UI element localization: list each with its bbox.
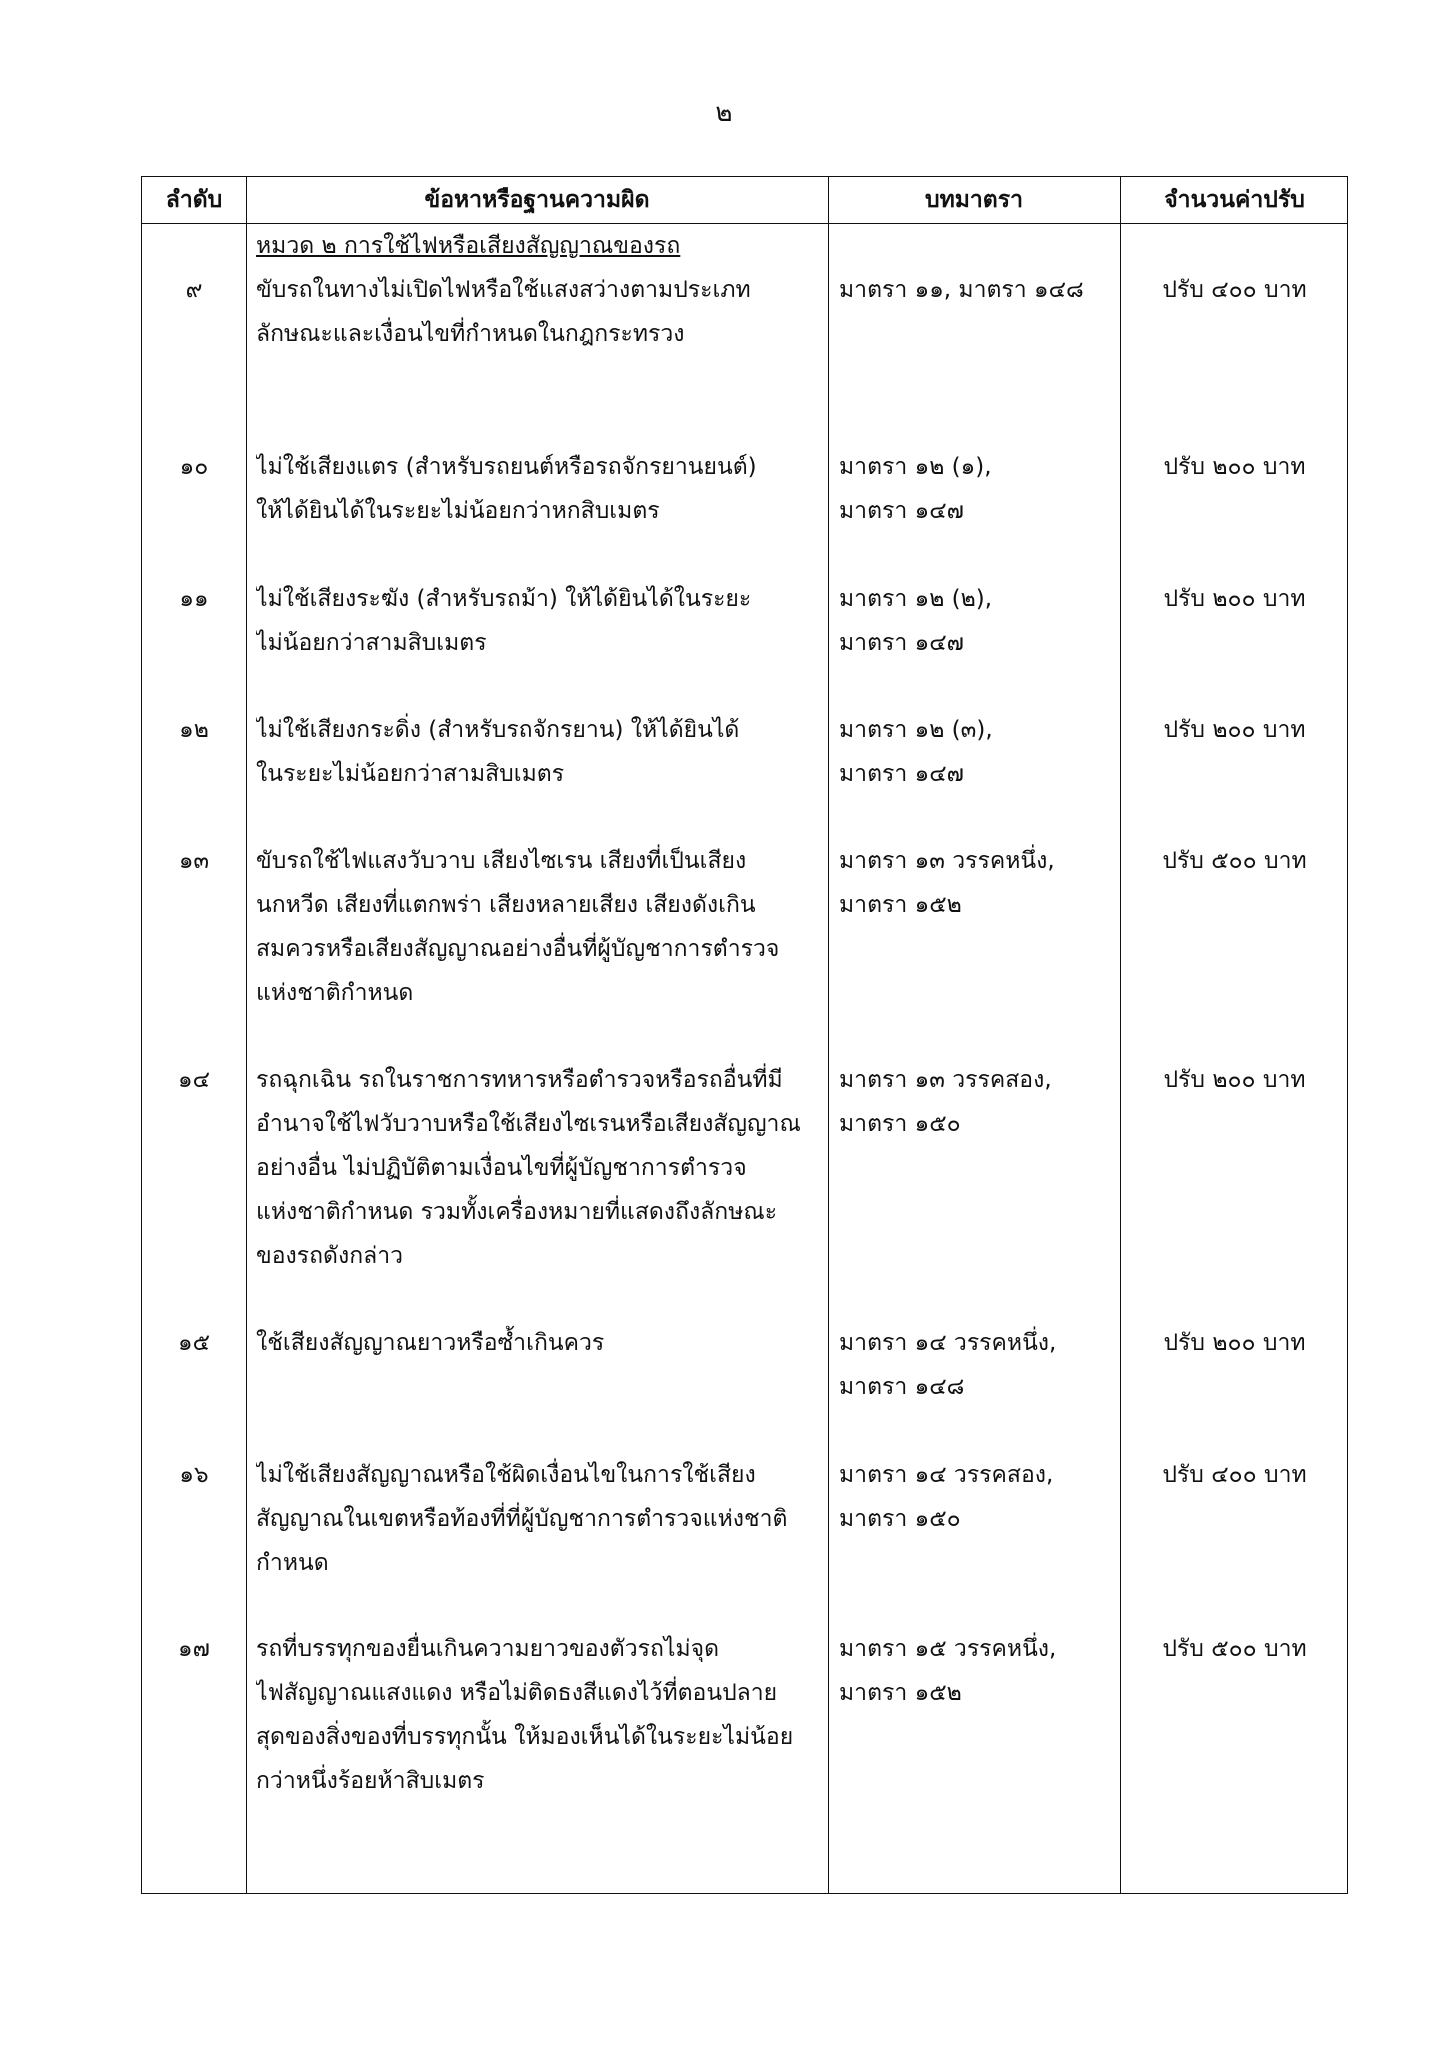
offense-line: อย่างอื่น ไม่ปฏิบัติตามเงื่อนไขที่ผู้บัญชาการตำรวจ	[256, 1155, 747, 1181]
fines-table	[141, 176, 1348, 1894]
section-line: มาตรา ๑๕๒	[839, 892, 962, 918]
offense-line: สัญญาณในเขตหรือท้องที่ที่ผู้บัญชาการตำรวจแห่งชาติ	[256, 1506, 788, 1532]
section-line: มาตรา ๑๔ วรรคสอง,	[839, 1462, 1054, 1488]
column-divider	[246, 177, 247, 1893]
row-offense	[256, 445, 822, 533]
row-fine: ปรับ ๒๐๐ บาท	[1163, 454, 1306, 480]
row-offense	[256, 1321, 822, 1365]
offense-line: สมควรหรือเสียงสัญญาณอย่างอื่นที่ผู้บัญชาการตำรวจ	[256, 936, 780, 962]
offense-line: ใช้เสียงสัญญาณยาวหรือซ้ำเกินควร	[256, 1330, 605, 1356]
offense-line: ไม่ใช้เสียงระฆัง (สำหรับรถม้า) ให้ได้ยินได้ในระยะ	[256, 586, 752, 612]
header-order: ลำดับ	[165, 187, 223, 213]
row-fine: ปรับ ๕๐๐ บาท	[1162, 848, 1307, 874]
offense-line: สุดของสิ่งของที่บรรทุกนั้น ให้มองเห็นได้ในระยะไม่น้อย	[256, 1724, 794, 1750]
row-section	[839, 1453, 1115, 1541]
table-header-row	[142, 177, 1347, 224]
row-offense	[256, 1058, 822, 1278]
section-line: มาตรา ๑๔๗	[839, 498, 964, 524]
offense-line: ในระยะไม่น้อยกว่าสามสิบเมตร	[256, 761, 565, 787]
row-fine: ปรับ ๔๐๐ บาท	[1162, 1462, 1307, 1488]
section-line: มาตรา ๑๒ (๒),	[839, 586, 993, 612]
section-line: มาตรา ๑๓ วรรคหนึ่ง,	[839, 848, 1055, 874]
page-number: ๒	[715, 98, 733, 128]
row-fine: ปรับ ๒๐๐ บาท	[1163, 1067, 1306, 1093]
header-section: บทมาตรา	[924, 187, 1024, 213]
offense-line: ไฟสัญญาณแสงแดง หรือไม่ติดธงสีแดงไว้ที่ตอนปลาย	[256, 1680, 778, 1706]
row-section	[839, 577, 1115, 665]
row-offense	[256, 268, 822, 356]
row-offense	[256, 1627, 822, 1803]
row-section	[839, 268, 1115, 312]
offense-line: กำหนด	[256, 1550, 329, 1576]
row-order-number: ๙	[185, 277, 203, 303]
section-line: มาตรา ๑๔๗	[839, 630, 964, 656]
section-line: มาตรา ๑๔ วรรคหนึ่ง,	[839, 1330, 1057, 1356]
row-fine: ปรับ ๒๐๐ บาท	[1163, 586, 1306, 612]
offense-line: ของรถดังกล่าว	[256, 1243, 404, 1269]
category-heading: หมวด ๒ การใช้ไฟหรือเสียงสัญญาณของรถ	[256, 233, 681, 259]
section-line: มาตรา ๑๕๒	[839, 1680, 962, 1706]
row-order-number: ๑๓	[178, 848, 210, 874]
offense-line: นกหวีด เสียงที่แตกพร่า เสียงหลายเสียง เสียงดังเกิน	[256, 892, 756, 918]
offense-line: รถที่บรรทุกของยื่นเกินความยาวของตัวรถไม่จุด	[256, 1636, 720, 1662]
row-order-number: ๑๒	[179, 717, 209, 743]
offense-line: กว่าหนึ่งร้อยห้าสิบเมตร	[256, 1768, 485, 1794]
section-line: มาตรา ๑๕ วรรคหนึ่ง,	[839, 1636, 1057, 1662]
row-order-number: ๑๔	[177, 1067, 210, 1093]
row-section	[839, 1627, 1115, 1715]
section-line: มาตรา ๑๒ (๓),	[839, 717, 993, 743]
row-offense	[256, 839, 822, 1015]
row-fine: ปรับ ๒๐๐ บาท	[1163, 1330, 1306, 1356]
header-fine: จำนวนค่าปรับ	[1164, 187, 1305, 213]
offense-line: ขับรถในทางไม่เปิดไฟหรือใช้แสงสว่างตามประเภท	[256, 277, 751, 303]
column-divider	[828, 177, 829, 1893]
row-fine: ปรับ ๒๐๐ บาท	[1163, 717, 1306, 743]
row-section	[839, 839, 1115, 927]
offense-line: ไม่ใช้เสียงกระดิ่ง (สำหรับรถจักรยาน) ให้ได้ยินได้	[256, 717, 740, 743]
row-offense	[256, 708, 822, 796]
row-section	[839, 1058, 1115, 1146]
offense-line: ให้ได้ยินได้ในระยะไม่น้อยกว่าหกสิบเมตร	[256, 498, 660, 524]
row-section	[839, 445, 1115, 533]
row-offense	[256, 577, 822, 665]
offense-line: รถฉุกเฉิน รถในราชการทหารหรือตำรวจหรือรถอื่นที่มี	[256, 1067, 783, 1093]
section-line: มาตรา ๑๔๘	[839, 1374, 965, 1400]
offense-line: แห่งชาติกำหนด	[256, 980, 414, 1006]
row-fine: ปรับ ๔๐๐ บาท	[1162, 277, 1307, 303]
section-line: มาตรา ๑๕๐	[839, 1506, 961, 1532]
section-line: มาตรา ๑๔๗	[839, 761, 964, 787]
section-line: มาตรา ๑๑, มาตรา ๑๔๘	[839, 277, 1084, 303]
row-order-number: ๑๗	[178, 1636, 210, 1662]
section-line: มาตรา ๑๕๐	[839, 1111, 961, 1137]
offense-line: อำนาจใช้ไฟวับวาบหรือใช้เสียงไซเรนหรือเสียงสัญญาณ	[256, 1111, 801, 1137]
offense-line: ขับรถใช้ไฟแสงวับวาบ เสียงไซเรน เสียงที่เป็นเสียง	[256, 848, 747, 874]
row-order-number: ๑๖	[179, 1462, 209, 1488]
row-offense	[256, 1453, 822, 1585]
row-order-number: ๑๐	[179, 454, 209, 480]
offense-line: ไม่น้อยกว่าสามสิบเมตร	[256, 630, 487, 656]
row-section	[839, 1321, 1115, 1409]
offense-line: ลักษณะและเงื่อนไขที่กำหนดในกฎกระทรวง	[256, 321, 685, 347]
section-line: มาตรา ๑๓ วรรคสอง,	[839, 1067, 1052, 1093]
row-fine: ปรับ ๕๐๐ บาท	[1162, 1636, 1307, 1662]
offense-line: แห่งชาติกำหนด รวมทั้งเครื่องหมายที่แสดงถึงลักษณะ	[256, 1199, 778, 1225]
row-order-number: ๑๑	[179, 586, 209, 612]
offense-line: ไม่ใช้เสียงแตร (สำหรับรถยนต์หรือรถจักรยานยนต์)	[256, 454, 757, 480]
offense-line: ไม่ใช้เสียงสัญญาณหรือใช้ผิดเงื่อนไขในการใช้เสียง	[256, 1462, 756, 1488]
header-offense: ข้อหาหรือฐานความผิด	[424, 187, 650, 213]
row-section	[839, 708, 1115, 796]
section-line: มาตรา ๑๒ (๑),	[839, 454, 992, 480]
row-order-number: ๑๕	[177, 1330, 210, 1356]
